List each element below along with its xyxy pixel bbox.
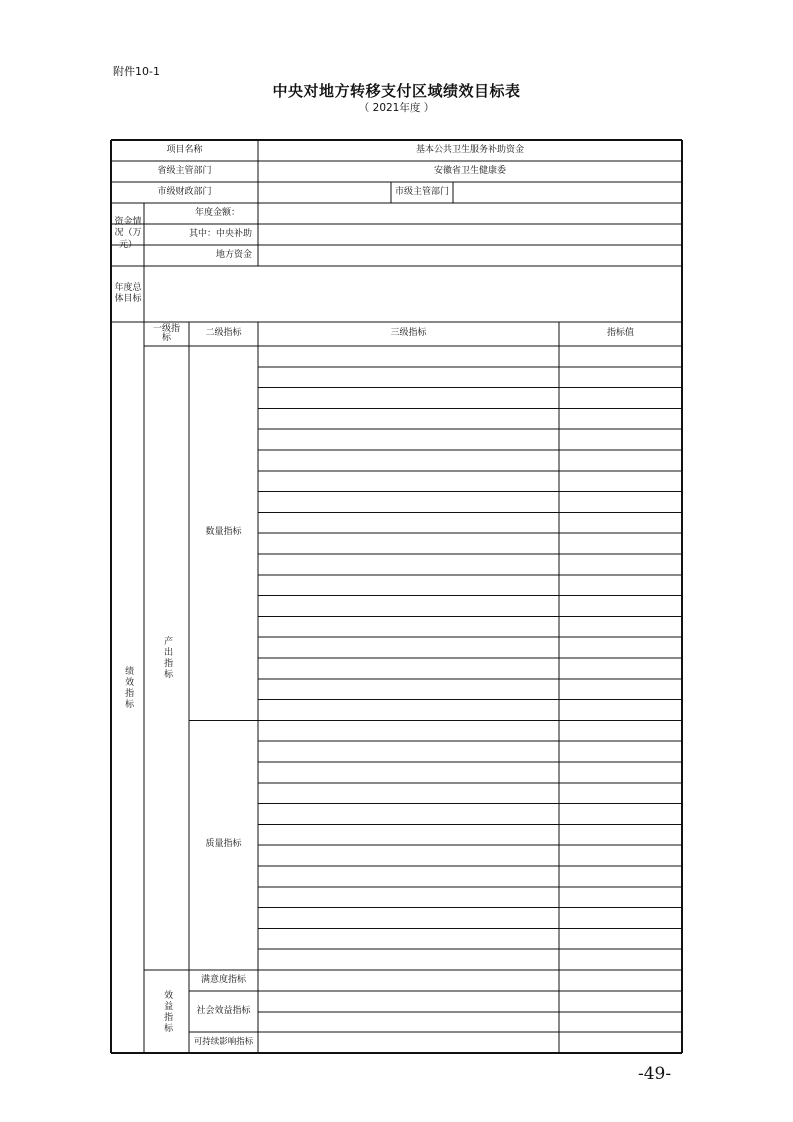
attachment-label: 附件10-1	[113, 65, 160, 78]
performance-indicators-label: 绩效指标	[123, 665, 134, 710]
local-funds-value[interactable]	[258, 245, 682, 266]
city-dept-value[interactable]	[453, 182, 682, 203]
annual-amount-value[interactable]	[258, 203, 682, 224]
output-indicators-label: 产出指标	[162, 636, 173, 680]
project-name-value[interactable]: 基本公共卫生服务补助资金	[415, 144, 524, 155]
quality-indicators-label: 质量指标	[205, 839, 242, 850]
funds-label: 资金情况（万元）	[114, 217, 142, 250]
quantity-indicators-label: 数量指标	[205, 527, 242, 538]
header-level2: 二级指标	[205, 328, 242, 339]
satisfaction-indicators-label: 满意度指标	[200, 974, 246, 985]
annual-amount-label: 年度金额：	[194, 207, 240, 218]
project-name-label: 项目名称	[166, 144, 203, 155]
annual-goal-value[interactable]	[144, 266, 682, 322]
benefit-indicators-label: 效益指标	[162, 989, 173, 1034]
page-number: -49-	[638, 1064, 672, 1084]
header-level1: 一级指标	[152, 323, 180, 343]
sustainable-impact-indicators-label: 可持续影响指标	[193, 1037, 254, 1048]
header-level3: 三级指标	[390, 328, 427, 339]
central-subsidy-label: 其中：中央补助	[188, 228, 252, 239]
annual-goal-label: 年度总体目标	[114, 282, 142, 304]
provincial-dept-label: 省级主管部门	[157, 165, 212, 176]
city-finance-label: 市级财政部门	[157, 186, 212, 197]
social-benefit-indicators-label: 社会效益指标	[196, 1005, 251, 1016]
document-title: 中央对地方转移支付区域绩效目标表	[272, 82, 521, 100]
header-indicator-value: 指标值	[606, 328, 634, 339]
city-finance-value[interactable]	[258, 182, 391, 203]
local-funds-label: 地方资金	[215, 249, 252, 260]
provincial-dept-value[interactable]: 安徽省卫生健康委	[433, 165, 506, 176]
central-subsidy-value[interactable]	[258, 224, 682, 245]
city-dept-label: 市级主管部门	[394, 186, 449, 197]
document-year: （ 2021年度 ）	[358, 102, 435, 114]
